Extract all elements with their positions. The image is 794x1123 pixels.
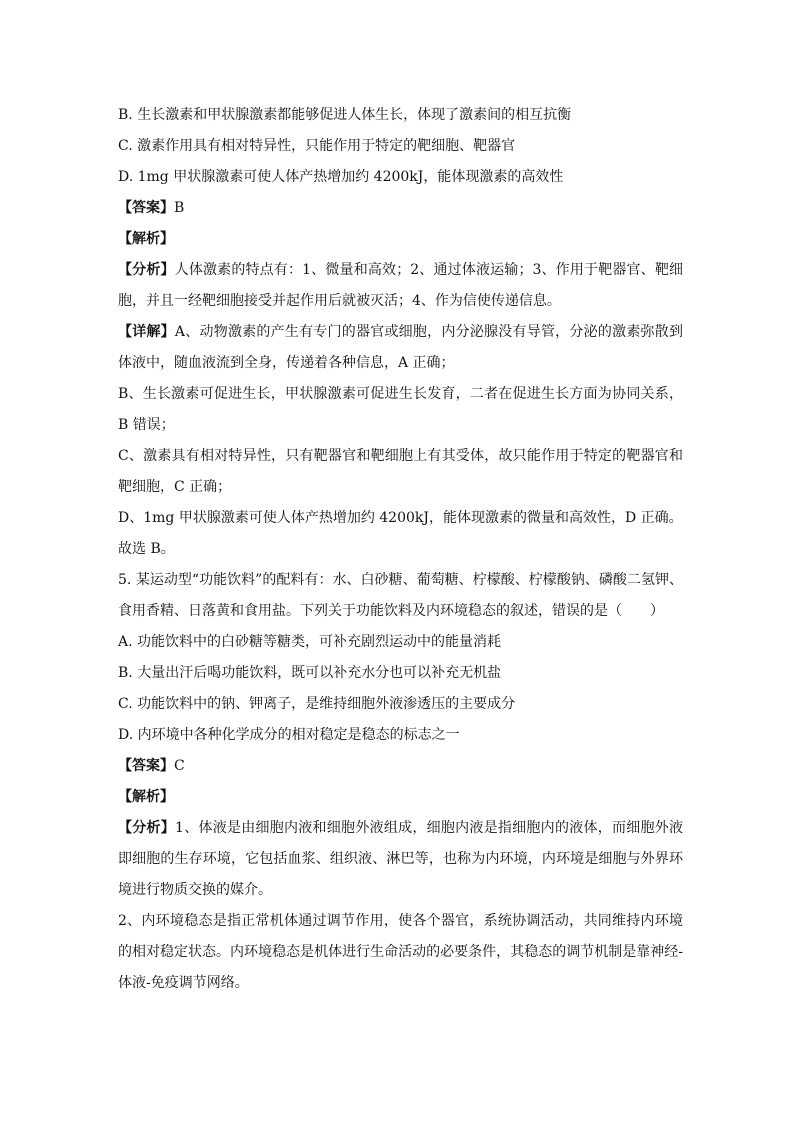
option-c-q5: C. 功能饮料中的钠、钾离子，是维持细胞外液渗透压的主要成分 xyxy=(118,696,516,712)
conclusion-q4: 故选 B。 xyxy=(118,541,175,557)
answer-tag: 【答案】 xyxy=(118,758,174,774)
option-b-q5: B. 大量出汗后喝功能饮料，既可以补充水分也可以补充无机盐 xyxy=(118,665,502,681)
option-c-q4: C. 激素作用具有相对特异性，只能作用于特定的靶细胞、靶器官 xyxy=(118,138,516,154)
xiangjie-q4-a xyxy=(118,317,683,379)
xiangjie-tag: 【详解】 xyxy=(118,324,175,340)
fenxi-text-1: 1、体液是由细胞内液和细胞外液组成，细胞内液是指细胞内的液体，而细胞外液即细胞的生存环境，它包括血浆、组织液、淋巴等，也称为内环境，内环境是细胞与外界环境进行物质交换的媒介。 xyxy=(118,820,684,898)
analysis-heading-q5 xyxy=(118,782,683,813)
answer-q5 xyxy=(118,751,683,782)
answer-q4 xyxy=(118,193,683,224)
xiangjie-q4-b: B、生长激素可促进生长，甲状腺激素可促进生长发育，二者在促进生长方面为协同关系，B 错误； xyxy=(118,386,683,433)
answer-value: C xyxy=(174,758,185,774)
fenxi-q5-1 xyxy=(118,813,683,906)
answer-value: B xyxy=(174,200,185,216)
analysis-tag: 【解析】 xyxy=(118,789,174,805)
xiangjie-text-a: A、动物激素的产生有专门的器官或细胞，内分泌腺没有导管，分泌的激素弥散到体液中，随血液流到全身，传递着各种信息，A 正确； xyxy=(118,324,684,371)
option-a-q5: A. 功能饮料中的白砂糖等糖类，可补充剧烈运动中的能量消耗 xyxy=(118,634,502,650)
fenxi-q5-2: 2、内环境稳态是指正常机体通过调节作用，使各个器官，系统协调活动，共同维持内环境的相对稳定状态。内环境稳态是机体进行生命活动的必要条件，其稳态的调节机制是靠神经-体液-免疫调节网络。 xyxy=(118,913,683,991)
fenxi-tag: 【分析】 xyxy=(118,262,175,278)
analysis-heading-q4 xyxy=(118,224,683,255)
option-d-q4: D. 1mg 甲状腺激素可使人体产热增加约 4200kJ，能体现激素的高效性 xyxy=(118,169,564,185)
fenxi-tag: 【分析】 xyxy=(118,820,176,836)
answer-tag: 【答案】 xyxy=(118,200,174,216)
fenxi-text: 人体激素的特点有：1、微量和高效；2、通过体液运输；3、作用于靶器官、靶细胞，并且一经靶细胞接受并起作用后就被灭活；4、作为信使传递信息。 xyxy=(118,262,683,309)
question-5-stem: 5. 某运动型“功能饮料”的配料有：水、白砂糖、葡萄糖、柠檬酸、柠檬酸钠、磷酸二氢钾、食用香精、日落黄和食用盐。下列关于功能饮料及内环境稳态的叙述，错误的是（ ） xyxy=(118,572,683,619)
xiangjie-q4-c: C、激素具有相对特异性，只有靶器官和靶细胞上有其受体，故只能作用于特定的靶器官和靶细胞，C 正确； xyxy=(118,448,683,495)
xiangjie-q4-d: D、1mg 甲状腺激素可使人体产热增加约 4200kJ，能体现激素的微量和高效性，D 正确。 xyxy=(118,510,683,526)
fenxi-q4 xyxy=(118,255,683,317)
analysis-tag: 【解析】 xyxy=(118,231,174,247)
option-b-q4: B. 生长激素和甲状腺激素都能够促进人体生长，体现了激素间的相互抗衡 xyxy=(118,107,572,123)
document-page xyxy=(118,100,683,999)
option-d-q5: D. 内环境中各种化学成分的相对稳定是稳态的标志之一 xyxy=(118,727,460,743)
